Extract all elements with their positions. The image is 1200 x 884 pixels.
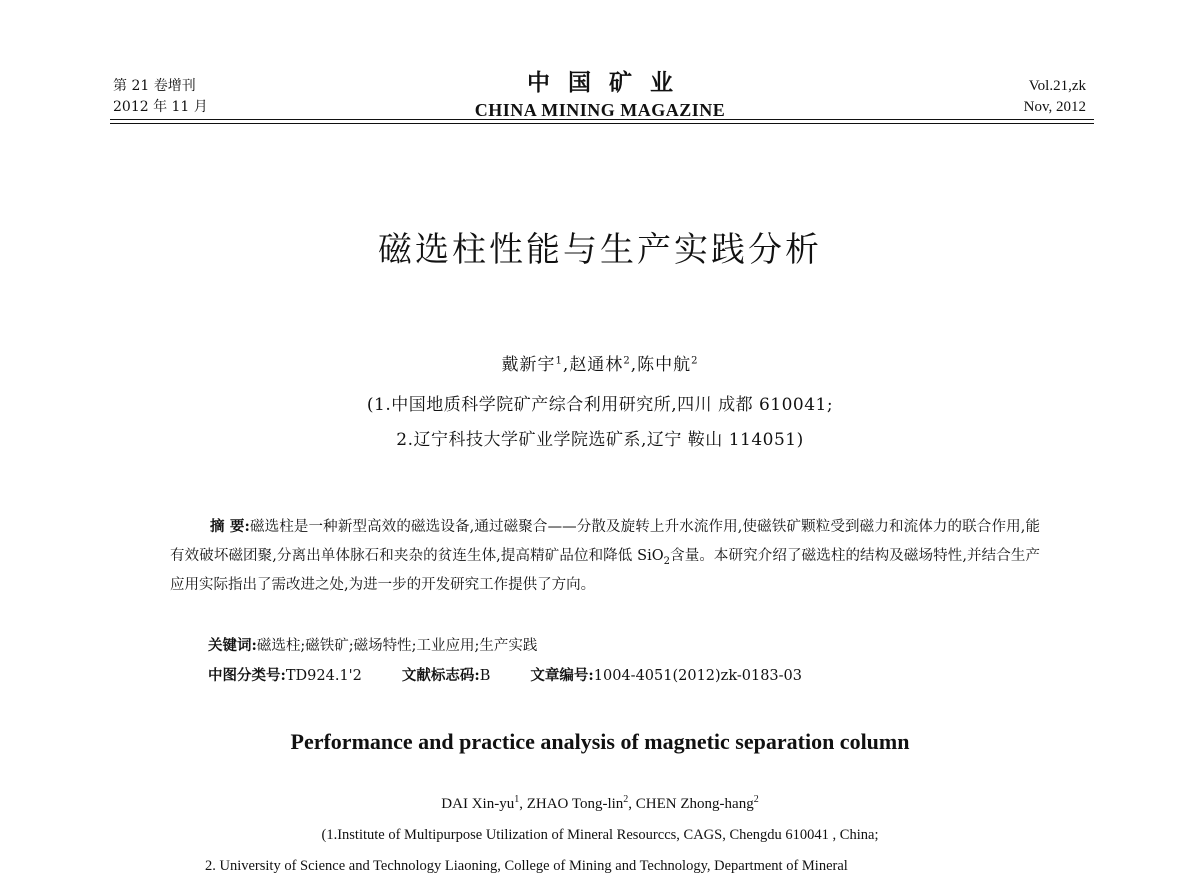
affiliation-en-1: (1.Institute of Multipurpose Utilization of Mineral Resourccs, CAGS, Chengdu 610041 , China; bbox=[321, 827, 879, 843]
classification-line bbox=[208, 664, 802, 688]
author-name: 陈中航 bbox=[637, 355, 692, 375]
header-rule-thick bbox=[110, 119, 1094, 120]
author-name-en: ZHAO Tong-lin bbox=[526, 796, 624, 812]
abstract-text-part1: 磁选柱是一种新型高效的磁选设备,通过磁聚合——分散及旋转上升水流作用,使磁铁矿颗粒受到磁力和流体力的联合作用,能有效破坏磁团聚,分离出单体脉石和夹杂的贫连生体,提高精矿品位和降低 bbox=[170, 519, 1040, 564]
affiliation-cn-1: (1.中国地质科学院矿产综合利用研究所,四川 成都 610041; bbox=[366, 395, 834, 415]
author-affiliation-mark: 1 bbox=[514, 794, 520, 805]
author-affiliation-mark: 2 bbox=[691, 355, 699, 367]
doc-code-value: B bbox=[479, 668, 491, 684]
clc-label: 中图分类号: bbox=[208, 667, 286, 684]
abstract-label: 摘 要: bbox=[210, 518, 250, 535]
formula-subscript: 2 bbox=[663, 555, 670, 567]
author-affiliation-mark: 1 bbox=[555, 355, 563, 367]
abstract-cn bbox=[170, 512, 1040, 600]
author-affiliation-mark: 2 bbox=[623, 794, 629, 805]
affiliation-cn-2: 2.辽宁科技大学矿业学院选矿系,辽宁 鞍山 114051) bbox=[396, 430, 804, 450]
author-name-en: CHEN Zhong-hang bbox=[635, 796, 754, 812]
date-cn: 2012 年 11 月 bbox=[113, 99, 208, 115]
keywords-cn bbox=[208, 634, 537, 658]
author-affiliation-mark: 2 bbox=[623, 355, 631, 367]
author-name-en: DAI Xin-yu bbox=[441, 796, 515, 812]
abstract-text-part2: 含量。本研究介绍了磁选柱的结构及磁场特性,并结合生产应用实际指出了需改进之处,为进一步的开发研究工作提供了方向。 bbox=[170, 548, 1041, 593]
affiliation-en-2: 2. University of Science and Technology Liaoning, College of Mining and Technology, Department of Mineral bbox=[205, 858, 848, 874]
doc-code-label: 文献标志码: bbox=[401, 667, 480, 684]
volume-cn: 第 21 卷增刊 bbox=[113, 78, 196, 94]
author-name: 戴新宇 bbox=[501, 355, 556, 375]
article-number-label: 文章编号: bbox=[530, 667, 594, 684]
journal-masthead bbox=[0, 68, 1200, 122]
header-rule-thin bbox=[110, 123, 1094, 124]
author-affiliation-mark: 2 bbox=[753, 794, 759, 805]
volume-en: Vol.21,zk bbox=[1028, 78, 1086, 94]
article-number-value: 1004-4051(2012)zk-0183-03 bbox=[593, 668, 803, 684]
clc-value: TD924.1'2 bbox=[285, 668, 362, 684]
journal-name-en: CHINA MINING MAGAZINE bbox=[474, 100, 726, 120]
formula-base: SiO bbox=[637, 548, 664, 564]
keywords-label: 关键词: bbox=[208, 637, 257, 654]
article-title-en: Performance and practice analysis of magnetic separation column bbox=[290, 729, 910, 754]
authors-cn: 戴新宇$^1$,赵通林$^2$,陈中航$^2$ bbox=[501, 355, 699, 375]
date-en: Nov, 2012 bbox=[1023, 99, 1086, 115]
journal-name-cn: 中国矿业 bbox=[527, 69, 691, 96]
journal-issue-en bbox=[1024, 76, 1086, 118]
formula-sio2 bbox=[637, 548, 670, 567]
authors-en: DAI Xin-$yu^1$, ZHAO Tong-lin$^2$, CHEN Zhong-hang$^2$ bbox=[441, 794, 759, 812]
author-name: 赵通林 bbox=[569, 355, 624, 375]
article-title-cn: 磁选柱性能与生产实践分析 bbox=[378, 230, 822, 270]
keywords-text: 磁选柱;磁铁矿;磁场特性;工业应用;生产实践 bbox=[256, 638, 538, 654]
